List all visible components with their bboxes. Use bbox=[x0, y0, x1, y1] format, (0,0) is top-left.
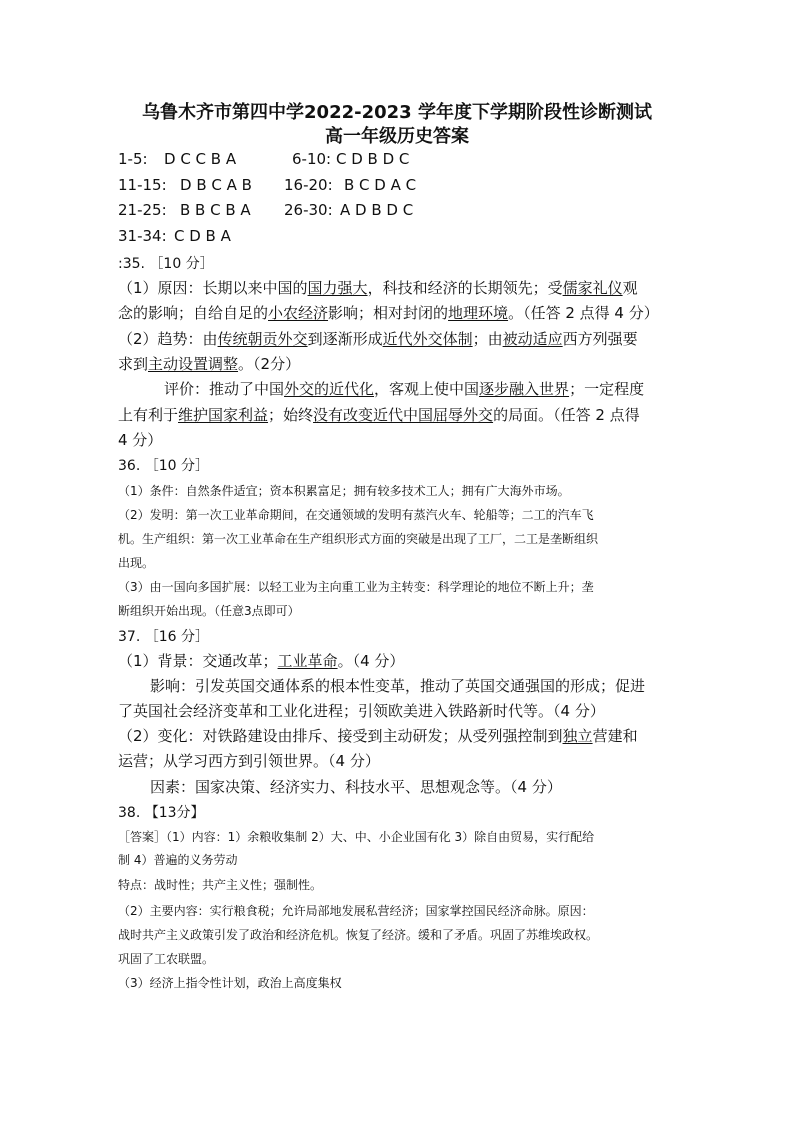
answer-line: 特点：战时性；共产主义性；强制性。 bbox=[118, 878, 323, 892]
mc-row: 11-15: D B C A B 16-20: B C D A C bbox=[118, 176, 417, 194]
question-heading: 36. ［10 分］ bbox=[118, 458, 209, 474]
answer-line: 影响：引发英国交通体系的根本性变革，推动了英国交通强国的形成；促进 bbox=[150, 677, 646, 695]
answer-line: 机。生产组织：第一次工业革命在生产组织形式方面的突破是出现了工厂，二工是垄断组织 bbox=[118, 532, 599, 546]
answer-line: 运营；从学习西方到引领世界。（4 分） bbox=[118, 752, 380, 770]
answer-line: ［答案］（1）内容：1）余粮收集制 2）大、中、小企业国有化 3）除自由贸易，实行配给 bbox=[118, 830, 595, 844]
answer-line: 了英国社会经济变革和工业化进程；引领欧美进入铁路新时代等。（4 分） bbox=[118, 702, 605, 720]
answer-line: （1）背景：交通改革；工业革命。（4 分） bbox=[118, 652, 405, 670]
answer-line: （3）经济上指令性计划，政治上高度集权 bbox=[118, 976, 342, 990]
answer-line: （1）条件：自然条件适宜；资本积累富足；拥有较多技术工人；拥有广大海外市场。 bbox=[118, 484, 570, 498]
answer-line: （1）原因：长期以来中国的国力强大，科技和经济的长期领先；受儒家礼仪观 bbox=[118, 279, 638, 297]
mc-row: 21-25: B B C B A 26-30: A D B D C bbox=[118, 201, 414, 219]
answer-line: 巩固了工农联盟。 bbox=[118, 952, 215, 966]
mc-row: 1-5: D C C B A 6-10: C D B D C bbox=[118, 150, 410, 168]
answer-line: 求到主动设置调整。（2分） bbox=[118, 355, 301, 373]
answer-line: （2）趋势：由传统朝贡外交到逐渐形成近代外交体制；由被动适应西方列强要 bbox=[118, 330, 638, 348]
question-heading: 38. 【13分】 bbox=[118, 805, 205, 821]
answer-line: （2）主要内容：实行粮食税；允许局部地发展私营经济；国家掌控国民经济命脉。原因： bbox=[118, 904, 594, 918]
answer-line: （2）变化：对铁路建设由排斥、接受到主动研发；从受列强控制到独立营建和 bbox=[118, 727, 638, 745]
question-heading: 37. ［16 分］ bbox=[118, 629, 209, 645]
answer-line: 断组织开始出现。（任意3点即可） bbox=[118, 604, 300, 618]
answer-line: 战时共产主义政策引发了政治和经济危机。恢复了经济。缓和了矛盾。巩固了苏维埃政权。 bbox=[118, 928, 599, 942]
mc-row: 31-34: C D B A bbox=[118, 227, 231, 245]
answer-line: 评价：推动了中国外交的近代化，客观上使中国逐步融入世界；一定程度 bbox=[164, 380, 645, 398]
answer-line: 上有利于维护国家利益；始终没有改变近代中国屈辱外交的局面。（任答 2 点得 bbox=[118, 406, 640, 424]
answer-line: 念的影响；自给自足的小农经济影响；相对封闭的地理环境。（任答 2 点得 4 分） bbox=[118, 304, 659, 322]
document-subtitle: 高一年级历史答案 bbox=[325, 126, 469, 147]
document-title: 乌鲁木齐市第四中学2022-2023 学年度下学期阶段性诊断测试 bbox=[142, 102, 652, 123]
answer-line: （2）发明：第一次工业革命期间，在交通领域的发明有蒸汽火车、轮船等；二工的汽车飞 bbox=[118, 508, 594, 522]
answer-line: （3）由一国向多国扩展：以轻工业为主向重工业为主转变：科学理论的地位不断上升；垄 bbox=[118, 580, 594, 594]
answer-line: 制 4）普遍的义务劳动 bbox=[118, 853, 238, 867]
answer-line: 4 分） bbox=[118, 431, 163, 449]
answer-line: 因素：国家决策、经济实力、科技水平、思想观念等。（4 分） bbox=[150, 778, 562, 796]
answer-line: 出现。 bbox=[118, 556, 155, 570]
question-heading: :35. ［10 分］ bbox=[118, 256, 214, 272]
